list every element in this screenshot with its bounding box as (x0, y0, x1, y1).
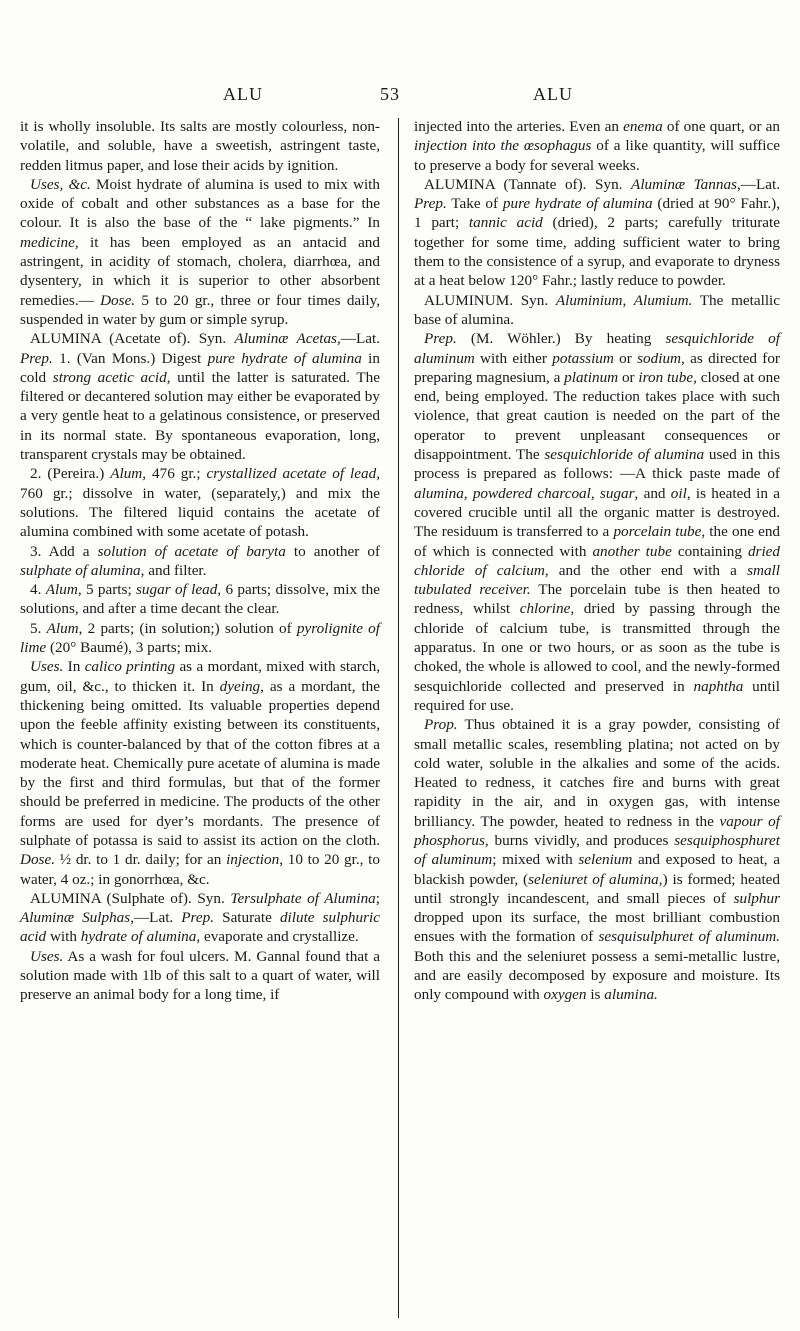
paragraph: ALUMINA (Tannate of). Syn. Aluminæ Tannas,—Lat. Prep. Take of pure hydrate of alumina (dried at 90° Fahr.), 1 part; tannic acid (dried), 2 parts; carefully triturate together for some time, adding sufficient water to bring them to the consistence of a syrup, and evaporate to dryness at a heat below 120° Fahr.; lastly reduce to powder. (414, 175, 781, 290)
paragraph: Uses, &c. Moist hydrate of alumina is used to mix with oxide of cobalt and other substances as a base for the colour. It is also the base of the “ lake pigments.” In medicine, it has been employed as an antacid and astringent, in acidity of stomach, cholera, diarrhœa, and dysentery, in which it is superior to other absorbent remedies.— Dose. 5 to 20 gr., three or four times daily, suspended in water by gum or simple syrup. (20, 175, 381, 328)
header-left-guide-word: ALU (223, 84, 263, 104)
header-right-guide-word: ALU (533, 84, 573, 104)
running-header (0, 84, 800, 108)
paragraph: ALUMINA (Sulphate of). Syn. Tersulphate of Alumina; Aluminæ Sulphas,—Lat. Prep. Saturate dilute sulphuric acid with hydrate of alumina, evaporate and crystallize. (20, 889, 380, 946)
page-number: 53 (380, 84, 400, 104)
right-column (414, 117, 780, 1317)
column-divider (398, 118, 399, 1318)
left-column (20, 117, 380, 1317)
paragraph: 3. Add a solution of acetate of baryta to another of sulphate of alumina, and filter. (20, 542, 381, 579)
paragraph: Uses. As a wash for foul ulcers. M. Gannal found that a solution made with 1lb of this salt to a quart of water, will preserve an animal body for a long time, if (20, 947, 380, 1004)
paragraph: ALUMINA (Acetate of). Syn. Aluminæ Acetas,—Lat. Prep. 1. (Van Mons.) Digest pure hydrate of alumina in cold strong acetic acid, until the latter is saturated. The filtered or decantered solution may either be evaporated by a very gentle heat to a gelatinous consistence, or preserved in its normal state. By spontaneous evaporation, long, transparent crystals may be obtained. (20, 330, 380, 464)
paragraph: 5. Alum, 2 parts; (in solution;) solution of pyrolignite of lime (20° Baumé), 3 parts; mix. (20, 619, 380, 657)
paragraph: injected into the arteries. Even an enema of one quart, or an injection into the œsophagus of a like quantity, will suffice to preserve a body for several weeks. (414, 118, 780, 174)
paragraph: it is wholly insoluble. Its salts are mostly colourless, non-volatile, and soluble, have a sweetish, astringent taste, redden litmus paper, and lose their acids by ignition. (20, 118, 380, 174)
paragraph: Uses. In calico printing as a mordant, mixed with starch, gum, oil, &c., to thicken it. In dyeing, as a mordant, the thickening being omitted. Its valuable properties depend upon the feeble affinity existing between its constituents, which is counter-balanced by that of the cotton fibres at a moderate heat. Chemically pure acetate of alumina is made by the first and third formulas, but that of the former should be preferred in medicine. The products of the other forms are used for dyer’s mordants. The presence of sulphate of potassa is said to assist its action on the cloth. Dose. ½ dr. to 1 dr. daily; for an injection, 10 to 20 gr., to water, 4 oz.; in gonorrhœa, &c. (20, 658, 381, 888)
paragraph: ALUMINUM. Syn. Aluminium, Alumium. The metallic base of alumina. (414, 291, 780, 328)
paragraph: Prop. Thus obtained it is a gray powder, consisting of small metallic scales, resembling platina; not acted on by cold water, soluble in the alkalies and some of the acids. Heated to redness, it catches fire and burns with great rapidity in the air, and in oxygen gas, with intense brilliancy. The powder, heated to redness in the vapour of phosphorus, burns vividly, and produces sesquiphosphuret of aluminum; mixed with selenium and exposed to heat, a blackish powder, (seleniuret of alumina,) is formed; heated until strongly incandescent, and small pieces of sulphur dropped upon its surface, the most brilliant combustion ensues with the formation of sesquisulphuret of aluminum. Both this and the seleniuret possess a semi-metallic lustre, and are easily decomposed by exposure and moisture. Its only compound with oxygen is alumina. (414, 716, 781, 1004)
paragraph: 2. (Pereira.) Alum, 476 gr.; crystallized acetate of lead, 760 gr.; dissolve in water, (separately,) and mix the solutions. The filtered liquid contains the acetate of alumina combined with some acetate of potash. (20, 465, 380, 541)
paragraph: 4. Alum, 5 parts; sugar of lead, 6 parts; dissolve, mix the solutions, and after a time decant the clear. (20, 581, 380, 618)
paragraph: Prep. (M. Wöhler.) By heating sesquichloride of aluminum with either potassium or sodium, as directed for preparing magnesium, a platinum or iron tube, closed at one end, being employed. The reduction takes place with such violence, that great caution is needed on the part of the operator to prevent unpleasant consequences or disappointment. The sesquichloride of alumina used in this process is prepared as follows: —A thick paste made of alumina, powdered charcoal, sugar, and oil, is heated in a covered crucible until all the organic matter is destroyed. The residuum is transferred to a porcelain tube, the one end of which is connected with another tube containing dried chloride of calcium, and the other end with a small tubulated receiver. The porcelain tube is then heated to redness, whilst chlorine, dried by passing through the chloride of calcium tube, is transmitted through the apparatus. In one or two hours, or as soon as the tube is choked, the whole is allowed to cool, and the newly-formed sesquichloride collected and preserved in naphtha until required for use. (414, 330, 781, 714)
